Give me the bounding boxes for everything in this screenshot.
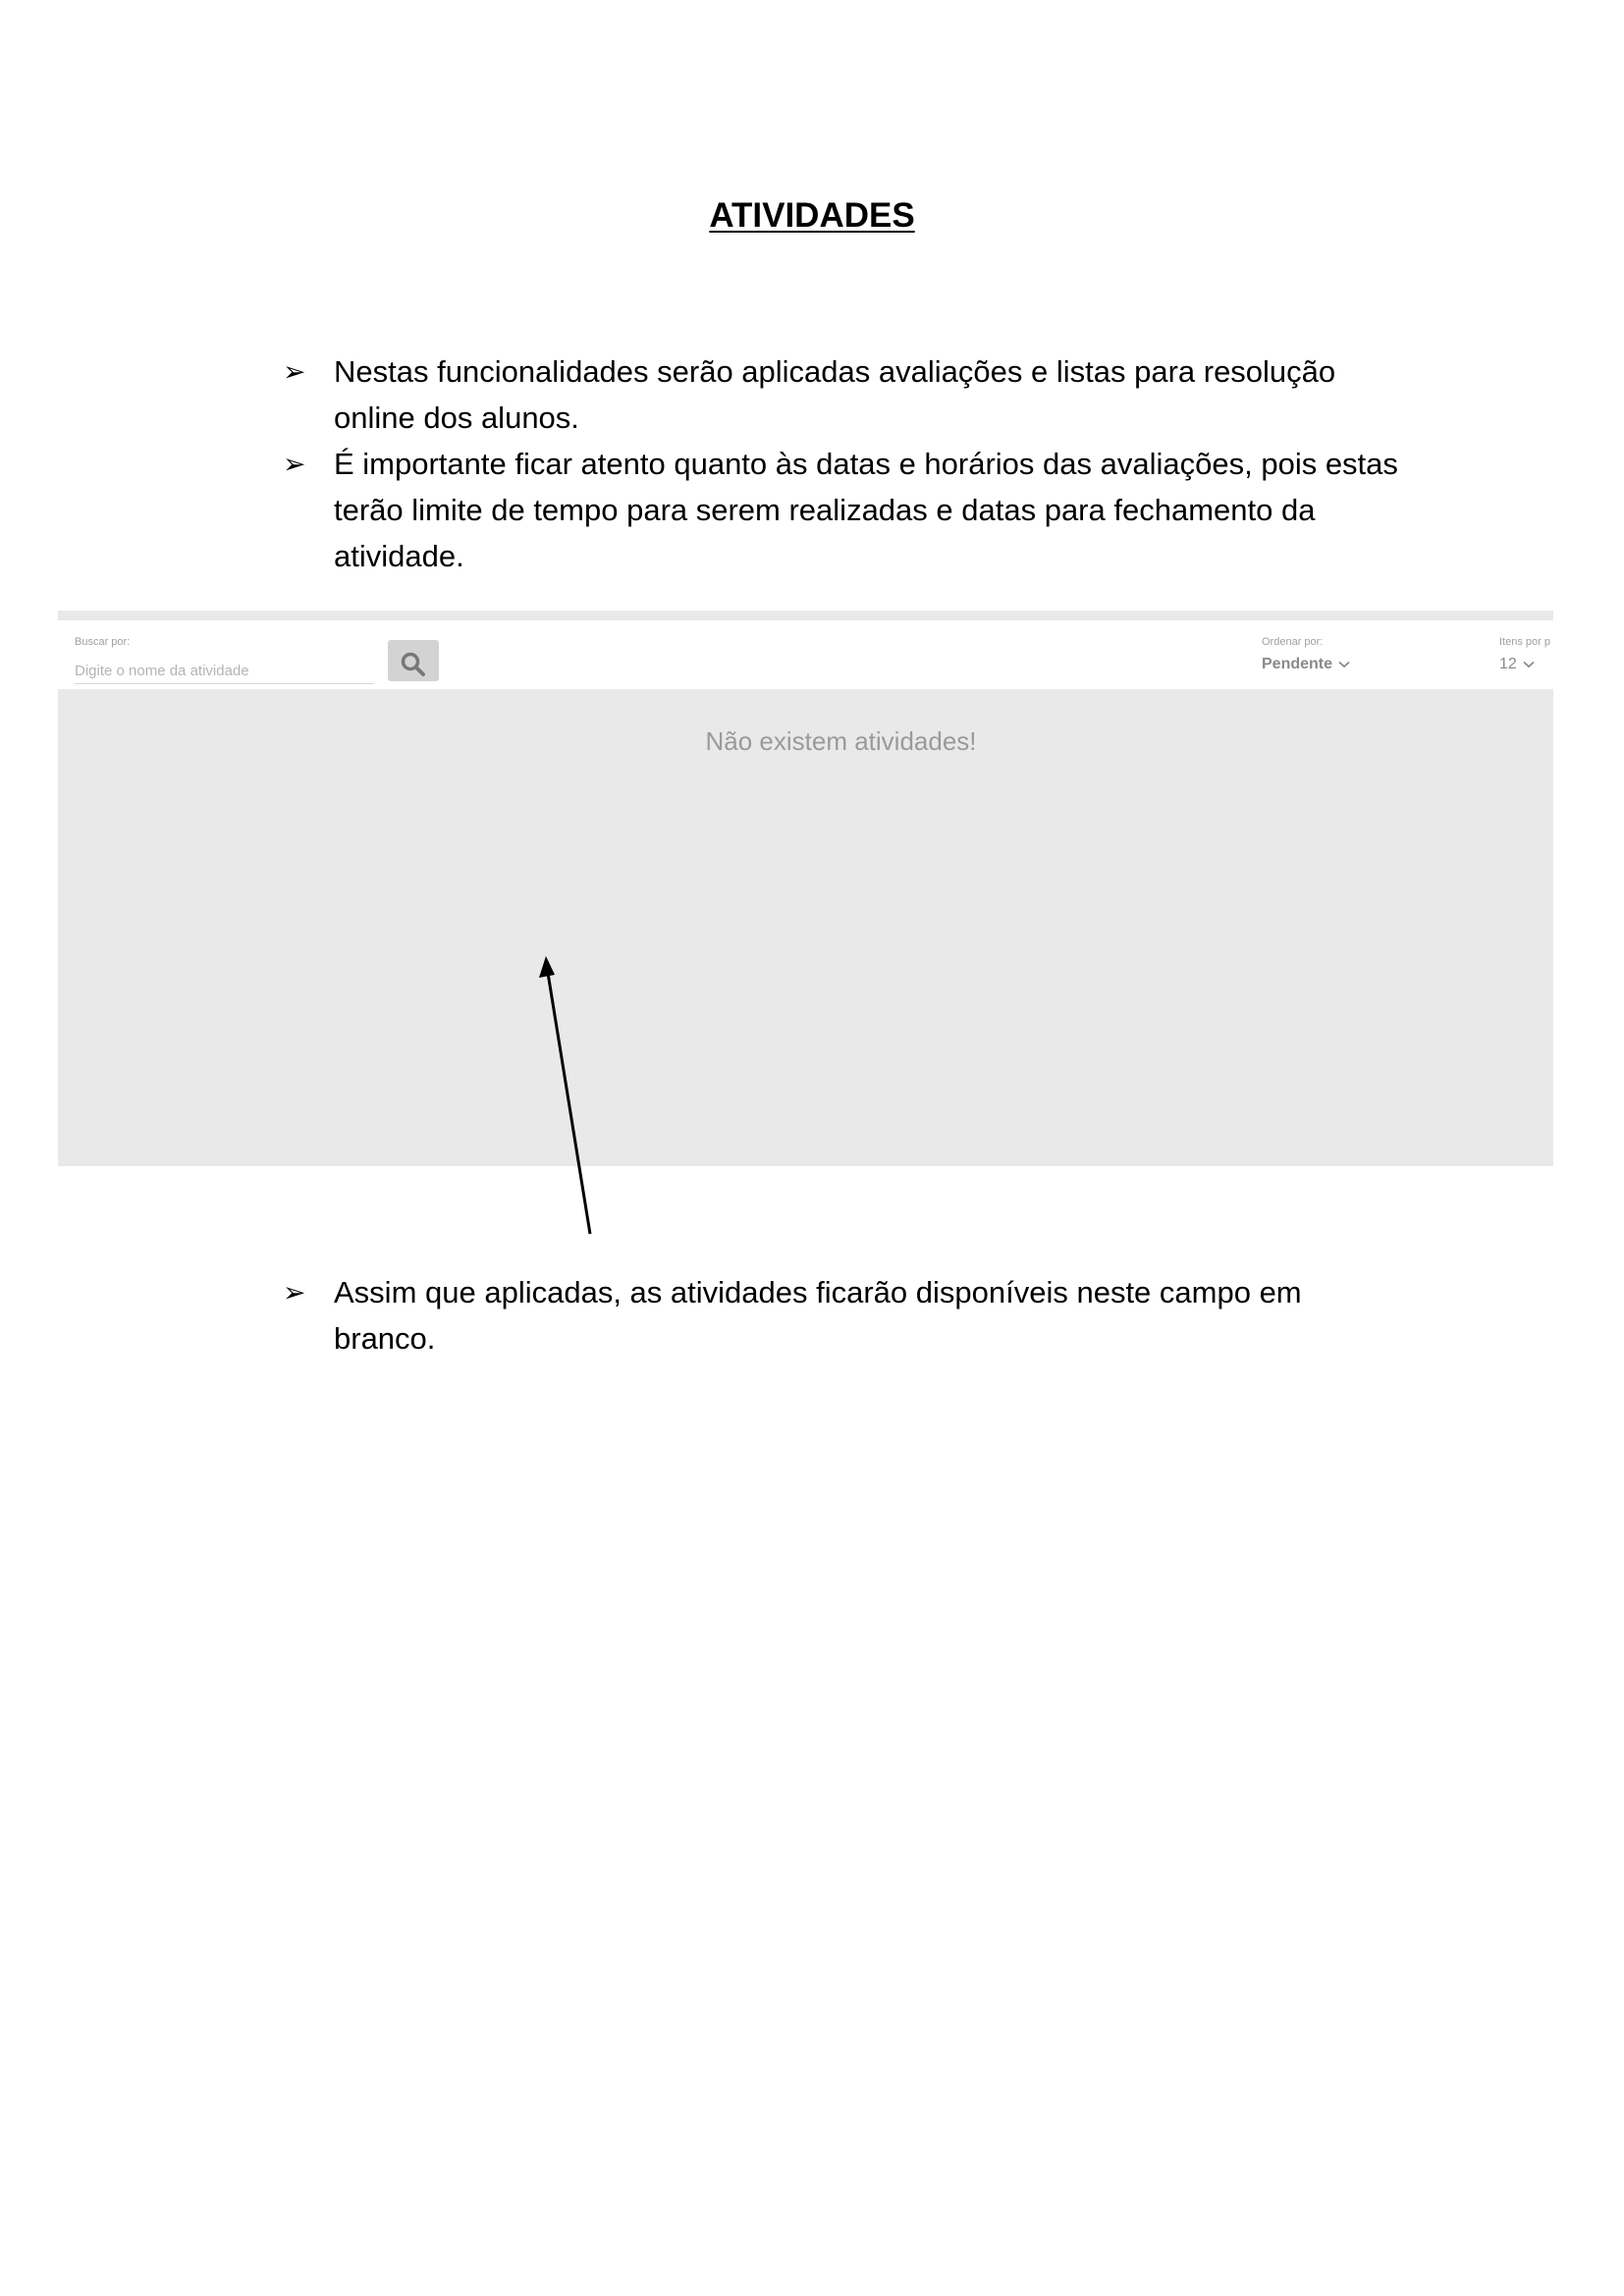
- arrow-bullet-icon: ➢: [283, 1277, 306, 1308]
- bullet-text: Assim que aplicadas, as atividades ficarão disponíveis neste campo em branco.: [334, 1275, 1302, 1356]
- bullet-item: [281, 441, 1410, 579]
- search-icon: [400, 652, 427, 677]
- arrow-bullet-icon: ➢: [283, 356, 306, 387]
- items-per-page-label: Itens por p: [1499, 636, 1550, 648]
- bullet-item: [281, 1269, 1410, 1362]
- search-button[interactable]: [388, 640, 439, 681]
- items-per-page-value: 12: [1499, 656, 1517, 672]
- bullet-text: É importante ficar atento quanto às datas e horários das avaliações, pois estas terão limite de tempo para serem realizadas e datas para fechamento da atividade.: [334, 447, 1398, 573]
- chevron-down-icon: [1523, 661, 1535, 668]
- order-by-value: Pendente: [1262, 656, 1333, 672]
- bullet-item: [281, 348, 1410, 441]
- arrow-bullet-icon: ➢: [283, 449, 306, 479]
- search-label: Buscar por:: [75, 636, 131, 648]
- activities-panel-screenshot: [58, 611, 1553, 1166]
- empty-state-message: Não existem atividades!: [705, 726, 977, 756]
- search-input[interactable]: [75, 658, 374, 684]
- bullet-list-top: [281, 348, 1410, 579]
- panel-top-strip: [58, 611, 1553, 620]
- chevron-down-icon: [1338, 661, 1350, 668]
- activities-toolbar: [58, 620, 1553, 689]
- bullet-list-bottom: [281, 1269, 1410, 1362]
- order-by-dropdown[interactable]: [1262, 656, 1350, 673]
- order-by-label: Ordenar por:: [1262, 636, 1324, 648]
- bullet-text: Nestas funcionalidades serão aplicadas avaliações e listas para resolução online dos alunos.: [334, 354, 1336, 435]
- items-per-page-dropdown[interactable]: [1499, 656, 1535, 673]
- document-title: ATIVIDADES: [709, 196, 915, 235]
